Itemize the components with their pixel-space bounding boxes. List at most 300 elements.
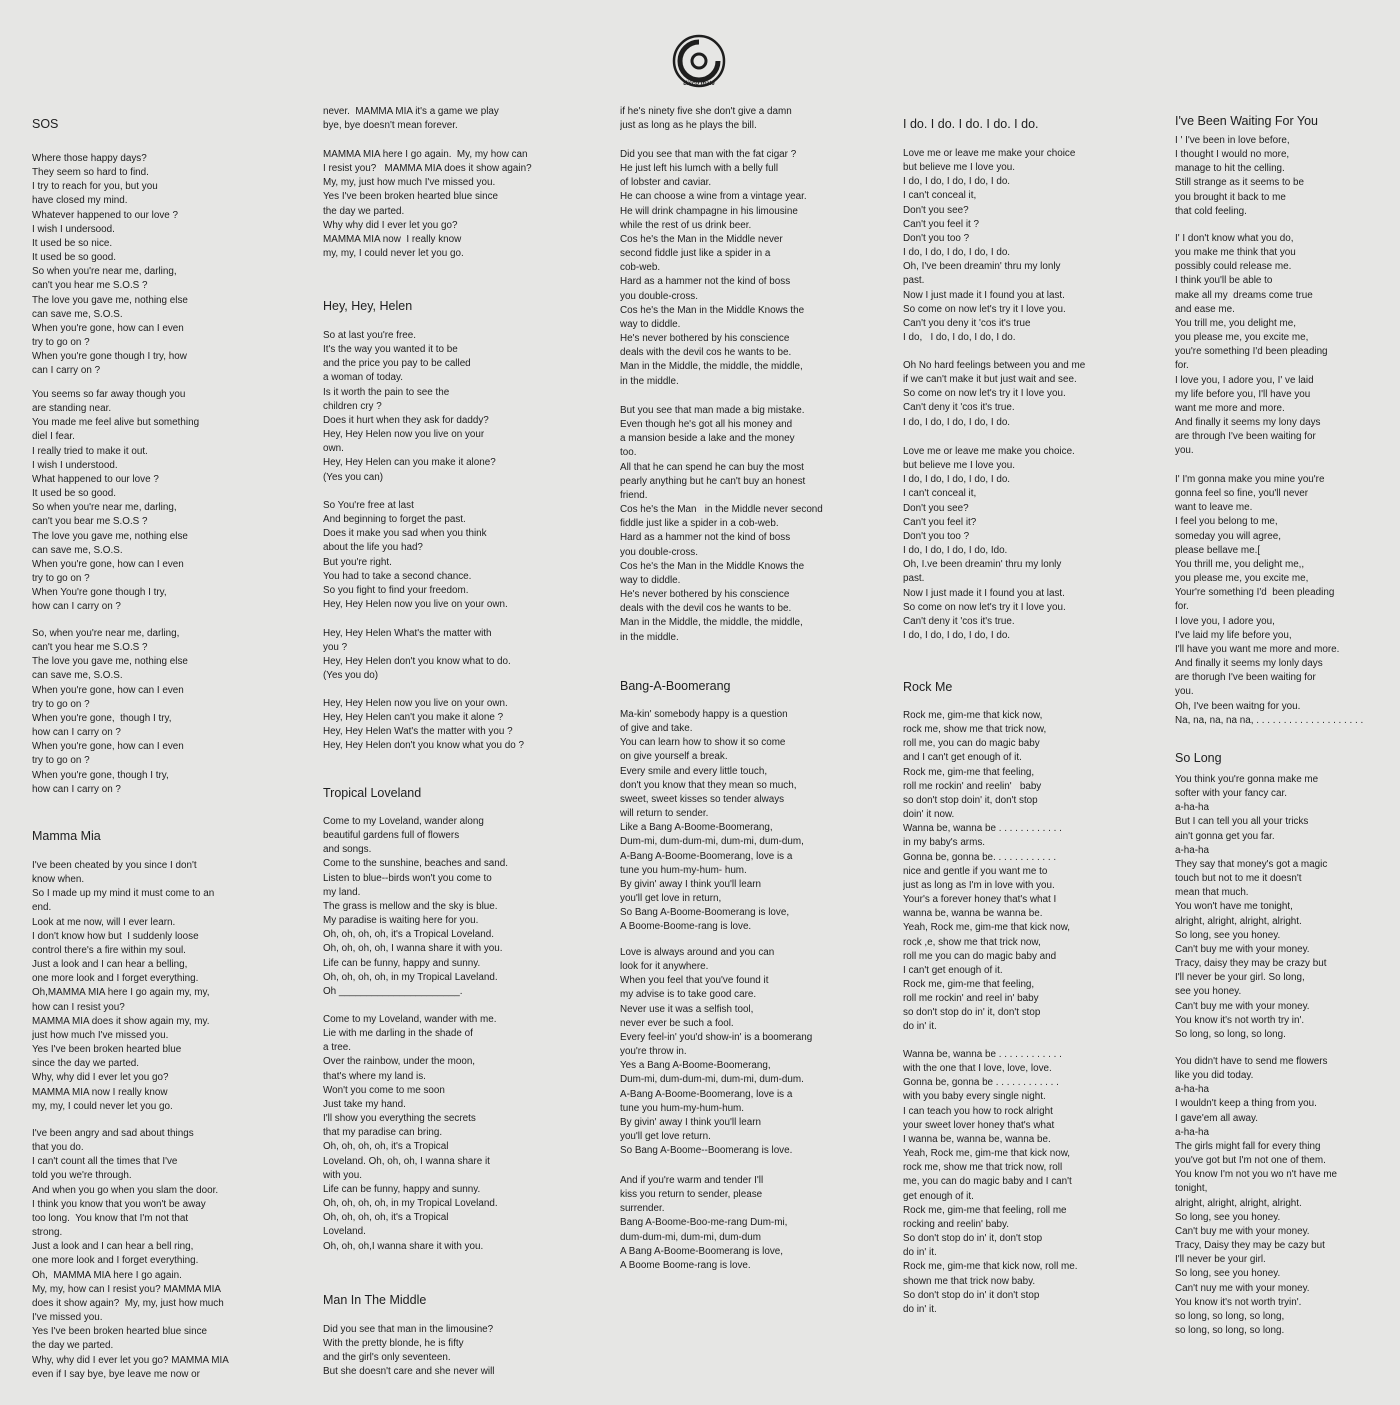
lyric-line: a woman of today. [323, 372, 403, 384]
lyric-line: When You're gone though I try, [32, 587, 167, 599]
lyric-line: So, when you're near me, darling, [32, 628, 180, 639]
lyric-line: Oh, oh, oh, oh, I wanna share it with you. [323, 943, 503, 955]
lyric-line: Yes I've been broken hearted blue [32, 1044, 182, 1056]
lyric-line: past. [903, 573, 925, 585]
lyric-line: The love you gave me, nothing else [32, 656, 188, 668]
lyric-line: Oh, oh, oh,I wanna share it with you. [323, 1240, 484, 1252]
lyric-line: When you're gone, though I try, [32, 769, 169, 781]
lyric-line: Where those happy days? [32, 153, 147, 164]
lyric-line: Like a Bang A-Boome-Boomerang, [620, 822, 773, 834]
lyric-line: But she doesn't care and she never will [323, 1366, 495, 1378]
lyric-line: while the rest of us drink beer. [620, 219, 752, 231]
lyric-line: Why, why did I ever let you go? MAMMA MIA [32, 1354, 229, 1366]
lyric-line: So at last you're free. [323, 330, 417, 341]
lyric-stanza [323, 697, 583, 754]
lyric-line: I think you'll be able to [1175, 275, 1273, 287]
lyric-line: see you honey. [1175, 986, 1242, 998]
lyric-line: diel I fear. [32, 431, 75, 443]
lyric-line: You won't have me tonight, [1175, 901, 1293, 913]
lyric-line: I do, I do, I do, I do, I do. [903, 176, 1011, 188]
lyric-line: I ' I've been in love before, [1175, 135, 1290, 146]
lyric-line: It used be so nice. [32, 237, 113, 249]
lyric-line: of give and take. [620, 723, 693, 735]
lyric-line: never ever be such a fool. [620, 1017, 734, 1029]
lyric-line: I love you, I adore you, I' ve laid [1175, 374, 1314, 386]
lyric-line: try to go on ? [32, 755, 90, 767]
lyric-stanza [323, 105, 583, 133]
lyric-line: Life can be funny, happy and sunny. [323, 1183, 481, 1195]
lyric-line: surrender. [620, 1203, 665, 1215]
lyric-line: Whatever happened to our love ? [32, 209, 179, 221]
lyric-line: how can I carry on ? [32, 783, 121, 795]
lyric-line: So Bang A-Boome--Boomerang is love. [620, 1145, 793, 1157]
lyric-line: want to leave me. [1175, 502, 1253, 514]
lyric-line: can't you hear me S.O.S ? [32, 280, 148, 292]
lyric-line: And finally it seems my lonly days [1175, 658, 1323, 670]
lyric-line: Rock me, gim-me that kick now, [903, 710, 1043, 721]
lyric-line: Still strange as it seems to be [1175, 177, 1304, 189]
lyric-line: in my baby's arms. [903, 837, 986, 849]
lyric-line: I wanna be, wanna be, wanna be. [903, 1133, 1051, 1145]
lyric-line: try to go on ? [32, 573, 90, 585]
lyric-line: You didn't have to send me flowers [1175, 1056, 1328, 1067]
lyric-line: one more look and I forget everything. [32, 973, 199, 985]
lyric-line: fiddle just like a spider in a cob-web. [620, 518, 779, 530]
lyric-line: can save me, S.O.S. [32, 670, 123, 682]
lyric-line: So You're free at last [323, 500, 414, 511]
lyric-stanza [323, 148, 583, 261]
lyric-line: So don't stop do in' it, don't stop [903, 1233, 1043, 1245]
lyric-line: so long, so long, so long. [1175, 1324, 1285, 1336]
lyric-line: With the pretty blonde, he is fifty [323, 1338, 464, 1350]
lyric-line: look for it anywhere. [620, 961, 709, 973]
lyric-line: do in' it. [903, 1303, 937, 1315]
lyric-line: Wanna be, wanna be . . . . . . . . . . . . [903, 1049, 1062, 1060]
lyric-line: I'll have you want me more and more. [1175, 643, 1340, 655]
lyric-line: friend. [620, 489, 648, 501]
lyric-line: The love you gave me, nothing else [32, 530, 188, 542]
lyric-line: a tree. [323, 1042, 351, 1054]
lyric-line: do in' it. [903, 1021, 937, 1033]
lyric-line: Oh No hard feelings between you and me [903, 360, 1086, 371]
lyric-line: my, my, I could never let you go. [323, 248, 464, 260]
song-title-rock-me: Rock Me [903, 680, 953, 694]
lyric-line: you please me, you excite me, [1175, 332, 1309, 344]
lyric-line: So you fight to find your freedom. [323, 584, 469, 596]
lyric-line: When you're gone, how can I even [32, 558, 184, 570]
lyric-line: Hey, Hey Helen can you make it alone? [323, 457, 496, 469]
lyric-line: just as long as he plays the bill. [620, 120, 757, 132]
lyric-line: and the girl's only seventeen. [323, 1352, 451, 1364]
lyric-line: Your're something I'd been pleading [1175, 587, 1335, 599]
lyric-line: can save me, S.O.S. [32, 544, 123, 556]
lyric-line: the day we parted. [323, 205, 405, 217]
lyric-line: What happened to our love ? [32, 473, 159, 485]
lyric-line: Loveland. [323, 1226, 366, 1238]
lyric-line: are through I've been waiting for [1175, 431, 1316, 443]
lyric-line: that my paradise can bring. [323, 1127, 443, 1139]
lyric-line: You know it's not worth try in'. [1175, 1014, 1305, 1026]
lyric-line: Won't you come to me soon [323, 1084, 445, 1096]
song-title-i-ve-been-waiting-for-you: I've Been Waiting For You [1175, 114, 1318, 128]
lyric-stanza [1175, 232, 1400, 459]
lyric-line: (Yes you can) [323, 471, 384, 483]
lyric-line: You thrill me, you delight me,, [1175, 558, 1305, 570]
lyric-line: By givin' away I think you'll learn [620, 1116, 761, 1128]
lyric-line: Na, na, na, na na, . . . . . . . . . . . . . . . . . . . . [1175, 714, 1364, 726]
lyric-line: please bellave me.[ [1175, 544, 1261, 556]
lyric-line: Every smile and every little touch, [620, 765, 768, 777]
lyric-line: how can I resist you? [32, 1001, 125, 1013]
lyric-line: I'll show you everything the secrets [323, 1113, 476, 1125]
lyric-line: Listen to blue--birds won't you come to [323, 872, 492, 884]
lyric-line: you double-cross. [620, 546, 698, 558]
lyric-line: Just a look and I can hear a belling, [32, 959, 188, 971]
lyric-line: Cos he's the Man in the Middle never [620, 233, 783, 245]
lyric-line: you'll get love in return, [620, 893, 722, 905]
lyric-line: my land. [323, 886, 361, 898]
lyric-line: Never use it was a selfish tool, [620, 1003, 754, 1015]
lyric-line: Yeah, Rock me, gim-me that kick now, [903, 922, 1071, 934]
lyric-line: have closed my mind. [32, 195, 128, 207]
lyric-line: Rock me, gim-me that kick now, roll me. [903, 1261, 1078, 1273]
lyric-stanza [1175, 473, 1400, 728]
lyric-line: strong. [32, 1227, 63, 1239]
lyric-line: Hey, Hey Helen What's the matter with [323, 628, 492, 639]
lyric-line: But I can tell you all your tricks [1175, 816, 1309, 828]
lyric-line: I do, I do, I do, I do, I do. [903, 416, 1011, 428]
lyric-line: MAMMA MIA here I go again. My, my how can [323, 149, 528, 160]
lyric-line: Cos he's the Man in the Middle Knows the [620, 304, 805, 316]
lyric-line: Even though he's got all his money and [620, 419, 793, 431]
lyric-line: Can't you feel it ? [903, 218, 979, 230]
lyric-line: that's where my land is. [323, 1070, 426, 1082]
lyric-stanza [903, 1048, 1163, 1317]
lyric-line: I'll never be your girl. So long, [1175, 972, 1305, 984]
lyric-line: a-ha-ha [1175, 1084, 1210, 1096]
lyric-line: for. [1175, 360, 1189, 372]
lyric-line: Oh, oh, oh, oh, it's a Tropical [323, 1212, 449, 1224]
lyric-line: It's the way you wanted it to be [323, 344, 458, 356]
lyric-line: Your's a forever honey that's what I [903, 894, 1057, 906]
song-title-hey-hey-helen: Hey, Hey, Helen [323, 299, 413, 313]
lyric-line: You trill me, you delight me, [1175, 317, 1296, 329]
song-title-man-in-the-middle: Man In The Middle [323, 1293, 427, 1307]
lyric-line: pearly anything but he can't buy an honest [620, 475, 806, 487]
lyric-line: but believe me I love you. [903, 162, 1015, 174]
lyric-line: I do, I do, I do, I do, I do. [903, 332, 1016, 344]
lyric-line: He can choose a wine from a vintage year. [620, 191, 807, 203]
lyric-line: Did you see that man with the fat cigar ? [620, 149, 797, 160]
lyric-line: Oh, I.ve been dreamin' thru my lonly [903, 559, 1062, 571]
lyric-line: Loveland. Oh, oh, oh, I wanna share it [323, 1155, 490, 1167]
lyric-line: rock ,e, show me that trick now, [903, 936, 1041, 948]
lyric-line: Oh, MAMMA MIA here I go again. [32, 1269, 182, 1281]
lyric-line: The love you gave me, nothing else [32, 294, 188, 306]
lyric-line: you're throw in. [620, 1046, 687, 1058]
lyric-line: beautiful gardens full of flowers [323, 830, 460, 842]
lyric-line: You seems so far away though you [32, 389, 186, 400]
lyric-line: Can't buy me with your money. [1175, 943, 1310, 955]
lyric-line: When you feel that you've found it [620, 975, 769, 987]
song-title-so-long: So Long [1175, 751, 1222, 765]
logo-text: disco mate [683, 81, 715, 87]
lyric-line: can I carry on ? [32, 365, 101, 377]
lyric-line: Yes I've been broken hearted blue since [32, 1326, 208, 1338]
lyric-line: By givin' away I think you'll learn [620, 878, 761, 890]
lyric-line: even if I say bye, bye leave me now or [32, 1368, 200, 1380]
lyric-line: that cold feeling. [1175, 205, 1247, 217]
lyric-line: but believe me I love you. [903, 460, 1015, 472]
lyric-line: A Boome Boome-rang is love. [620, 1259, 751, 1271]
lyric-line: My paradise is waiting here for you. [323, 915, 479, 927]
lyric-line: rock me, show me that trick now, roll [903, 1162, 1063, 1174]
lyric-line: Oh, oh, oh, oh, it's a Tropical [323, 1141, 449, 1153]
lyric-line: I've been angry and sad about things [32, 1128, 194, 1139]
lyric-line: can't you bear me S.O.S ? [32, 516, 148, 528]
lyric-line: since the day we parted. [32, 1058, 140, 1070]
lyric-line: my, my, I could never let you go. [32, 1100, 173, 1112]
lyric-line: Wanna be, wanna be . . . . . . . . . . . . [903, 823, 1062, 835]
lyric-line: your sweet lover honey that's what [903, 1119, 1055, 1131]
lyric-line: I resist you? MAMMA MIA does it show again? [323, 163, 532, 175]
lyric-line: you ? [323, 642, 348, 654]
lyric-line: in the middle. [620, 375, 679, 387]
lyric-line: manage to hit the celling. [1175, 163, 1285, 175]
lyric-line: They say that money's got a magic [1175, 858, 1328, 870]
lyric-line: deals with the devil cos he wants to be. [620, 603, 792, 615]
lyric-line: so don't stop doin' it, don't stop [903, 794, 1038, 806]
lyric-line: I think you know that you won't be away [32, 1198, 206, 1210]
lyric-line: for. [1175, 601, 1189, 613]
lyric-line: Hard as a hammer not the kind of boss [620, 276, 791, 288]
lyric-line: I've missed you. [32, 1312, 103, 1324]
lyric-line: All that he can spend he can buy the most [620, 461, 804, 473]
lyric-line: you. [1175, 686, 1194, 698]
lyric-line: I really tried to make it out. [32, 445, 148, 457]
lyric-stanza [620, 105, 880, 133]
lyric-line: Hey, Hey Helen now you live on your [323, 429, 485, 441]
lyric-line: I' I'm gonna make you mine you're [1175, 474, 1325, 485]
lyric-stanza [323, 1013, 583, 1254]
lyric-line: Just a look and I can hear a bell ring, [32, 1241, 194, 1253]
lyric-line: wanna be, wanna be wanna be. [903, 908, 1043, 920]
lyric-line: mean that much. [1175, 887, 1249, 899]
lyric-line: Oh, oh, oh, oh, in my Tropical Laveland. [323, 971, 498, 983]
lyric-line: will return to sender. [620, 808, 709, 820]
lyric-line: possibly could release me. [1175, 261, 1292, 273]
lyric-line: Did you see that man in the limousine? [323, 1324, 494, 1335]
lyric-line: Yes I've been broken hearted blue since [323, 191, 499, 203]
lyric-line: make all my dreams come true [1175, 289, 1313, 301]
lyric-stanza [620, 404, 880, 645]
lyric-line: I thought I would no more, [1175, 149, 1290, 161]
lyric-line: You made me feel alive but something [32, 417, 200, 429]
lyric-line: I can't count all the times that I've [32, 1156, 178, 1168]
lyric-line: you brought it back to me [1175, 191, 1286, 203]
lyric-stanza [903, 359, 1163, 430]
lyric-line: Dum-mi, dum-dum-mi, dum-mi, dum-dum, [620, 836, 804, 848]
lyric-line: know when. [32, 874, 85, 886]
lyric-line: and songs. [323, 844, 372, 856]
lyric-line: A-Bang A-Boome-Boomerang, love is a [620, 850, 793, 862]
lyric-line: Cos he's the Man in the Middle Knows the [620, 560, 805, 572]
lyric-line: Cos he's the Man in the Middle never second [620, 504, 823, 516]
lyric-line: can't you hear me S.O.S ? [32, 642, 148, 654]
lyric-stanza [620, 1174, 880, 1273]
lyric-line: too long. You know that I'm not that [32, 1212, 189, 1224]
song-title-sos: SOS [32, 117, 59, 131]
lyric-line: Over the rainbow, under the moon, [323, 1056, 476, 1068]
lyric-line: So don't stop do in' it don't stop [903, 1289, 1040, 1301]
lyric-line: I do, I do, I do, I do, I do. [903, 474, 1011, 486]
song-title-mamma-mia: Mamma Mia [32, 829, 101, 843]
lyric-line: never. MAMMA MIA it's a game we play [323, 106, 499, 117]
lyric-line: Hey, Hey Helen can't you make it alone ? [323, 712, 504, 724]
lyric-line: MAMMA MIA now I really know [32, 1086, 168, 1098]
lyric-line: Gonna be, gonna be . . . . . . . . . . . . [903, 1077, 1059, 1089]
lyric-stanza [1175, 773, 1400, 1042]
lyric-stanza [32, 388, 292, 615]
lyric-line: Does it make you sad when you think [323, 528, 487, 540]
lyric-line: you're something I'd been pleading [1175, 346, 1328, 358]
lyric-line: roll me rockin' and reelin' baby [903, 780, 1042, 792]
lyric-line: tune you hum-my-hum-hum. [620, 1102, 745, 1114]
lyric-line: alright, alright, alright, alright. [1175, 915, 1302, 927]
lyric-line: rocking and reelin' baby. [903, 1218, 1010, 1230]
lyric-line: I don't know how but I suddenly loose [32, 930, 199, 942]
lyric-line: want me more and more. [1175, 402, 1285, 414]
lyric-line: Oh, I've been waitng for you. [1175, 700, 1301, 712]
lyric-stanza [323, 499, 583, 612]
lyric-line: When you're gone, how can I even [32, 684, 184, 696]
lyric-line: I gave'em all away. [1175, 1112, 1258, 1124]
song-title-i-do-i-do-i-do-i-do-i-do: I do. I do. I do. I do. I do. [903, 117, 1039, 131]
lyric-line: end. [32, 902, 52, 914]
lyric-line: bye, bye doesn't mean forever. [323, 120, 458, 132]
lyric-stanza [1175, 1055, 1400, 1338]
lyric-line: do in' it. [903, 1247, 937, 1259]
lyric-line: does it show again? My, my, just how much [32, 1297, 224, 1309]
lyric-line: a-ha-ha [1175, 844, 1210, 856]
lyric-stanza [32, 1127, 292, 1382]
lyric-line: roll me rockin' and reel in' baby [903, 993, 1039, 1005]
lyric-line: Can't nuy me with your money. [1175, 1282, 1310, 1294]
lyric-line: When you're gone though I try, how [32, 351, 187, 363]
lyric-line: But you're right. [323, 556, 392, 568]
lyric-line: Look at me now, will I ever learn. [32, 916, 176, 928]
lyric-line: Love me or leave me make your choice [903, 148, 1076, 159]
lyric-stanza [620, 148, 880, 389]
lyric-line: Gonna be, gonna be. . . . . . . . . . . . [903, 851, 1057, 863]
lyric-line: Oh ______________________. [323, 985, 463, 997]
lyric-stanza [32, 152, 292, 379]
lyric-line: You had to take a second chance. [323, 570, 472, 582]
lyric-line: Don't you too ? [903, 232, 970, 244]
lyric-line: how can I carry on ? [32, 727, 121, 739]
lyric-line: Tracy, daisy they may be crazy but [1175, 958, 1327, 970]
lyric-line: tonight, [1175, 1183, 1208, 1195]
lyric-line: They seem so hard to find. [32, 167, 149, 179]
lyric-line: And finally it seems my lony days [1175, 417, 1321, 429]
lyric-line: try to go on ? [32, 698, 90, 710]
lyric-line: So when you're near me, darling, [32, 502, 177, 514]
lyric-line: My, my, how can I resist you? MAMMA MIA [32, 1283, 221, 1295]
lyric-line: Does it hurt when they ask for daddy? [323, 414, 489, 426]
lyric-line: rock me, show me that trick now, [903, 724, 1047, 736]
lyric-line: Tracy, Daisy they may be cazy but [1175, 1240, 1325, 1252]
lyric-line: I've laid my life before you, [1175, 629, 1292, 641]
lyric-line: I do, I do, I do, I do, I do. [903, 630, 1011, 642]
lyric-line: Oh, I've been dreamin' thru my lonly [903, 261, 1061, 273]
lyric-line: (Yes you do) [323, 670, 379, 682]
lyric-line: A Bang A-Boome-Boomerang is love, [620, 1245, 784, 1257]
lyric-line: you please me, you excite me, [1175, 573, 1309, 585]
lyric-line: Dum-mi, dum-dum-mi, dum-mi, dum-dum. [620, 1074, 804, 1086]
lyric-line: someday you will agree, [1175, 530, 1281, 542]
lyric-line: so don't stop do in' it, don't stop [903, 1007, 1041, 1019]
lyric-line: on give yourself a break. [620, 751, 728, 763]
lyric-line: When you're gone, how can I even [32, 322, 184, 334]
lyric-line: I try to reach for you, but you [32, 181, 158, 193]
lyric-line: I wish I understood. [32, 459, 118, 471]
lyric-line: You know I'm not you wo n't have me [1175, 1169, 1338, 1181]
lyric-line: He just left his lumch with a belly full [620, 163, 779, 175]
lyric-line: Hard as a hammer not the kind of boss [620, 532, 791, 544]
lyric-line: gonna feel so fine, you'll never [1175, 488, 1309, 500]
lyric-line: Oh, oh, oh, oh, in my Tropical Loveland. [323, 1198, 498, 1210]
lyric-line: in the middle. [620, 631, 679, 643]
lyric-line: Can't deny it 'cos it's true. [903, 615, 1015, 627]
lyric-stanza [32, 859, 292, 1114]
lyric-line: A-Bang A-Boome-Boomerang, love is a [620, 1088, 793, 1100]
lyric-line: roll me, you can do magic baby [903, 738, 1040, 750]
lyric-line: own. [323, 443, 344, 455]
lyric-line: Every feel-in' you'd show-in' is a boomerang [620, 1031, 813, 1043]
lyric-line: Lie with me darling in the shade of [323, 1028, 473, 1040]
lyric-line: tune you hum-my-hum- hum. [620, 864, 747, 876]
lyric-line: a mansion beside a lake and the money [620, 433, 795, 445]
lyric-line: you double-cross. [620, 290, 698, 302]
lyric-line: with the one that I love, love, love. [903, 1063, 1052, 1075]
lyric-line: my life before you, I'll have you [1175, 388, 1311, 400]
lyric-line: second fiddle just like a spider in a [620, 248, 771, 260]
lyric-line: too. [620, 447, 637, 459]
lyric-line: Why why did I ever let you go? [323, 219, 458, 231]
lyric-stanza [903, 709, 1163, 1035]
lyric-line: you'll get love return. [620, 1131, 711, 1143]
lyric-line: you've got but I'm not one of them. [1175, 1155, 1326, 1167]
lyric-line: Don't you too ? [903, 530, 970, 542]
lyric-line: just as long as I'm in love with you. [903, 879, 1055, 891]
lyric-line: Oh,MAMMA MIA here I go again my, my, [32, 987, 210, 999]
lyric-line: are thorugh I've been waiting for [1175, 672, 1316, 684]
lyric-line: nice and gentle if you want me to [903, 865, 1048, 877]
lyric-line: shown me that trick now baby. [903, 1275, 1036, 1287]
lyric-line: Oh, oh, oh, oh, it's a Tropical Loveland. [323, 929, 494, 941]
lyric-line: and the price you pay to be called [323, 358, 471, 370]
lyric-line: MAMMA MIA does it show again my, my. [32, 1015, 210, 1027]
lyric-stanza [620, 708, 880, 935]
lyric-stanza [323, 329, 583, 485]
disco-mate-logo [672, 34, 726, 88]
lyric-line: It used be so good. [32, 252, 117, 264]
lyric-line: Bang A-Boome-Boo-me-rang Dum-mi, [620, 1217, 788, 1229]
lyric-line: one more look and I forget everything. [32, 1255, 199, 1267]
lyric-line: and I can't get enough of it. [903, 752, 1022, 764]
lyric-line: So long, see you honey. [1175, 1268, 1281, 1280]
lyric-line: a-ha-ha [1175, 1126, 1210, 1138]
